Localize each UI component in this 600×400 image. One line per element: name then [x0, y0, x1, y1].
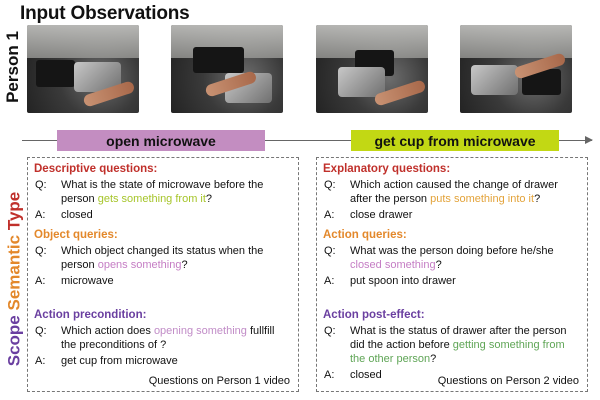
box-footer: Questions on Person 2 video [437, 375, 579, 387]
highlight-phrase: closed something [350, 259, 436, 271]
video-frame-4 [460, 25, 572, 113]
video-frame-3 [316, 25, 428, 113]
highlight-phrase: the other person [350, 353, 431, 365]
axis-label [2, 160, 26, 398]
section-title-object-queries: Object queries: [34, 229, 118, 241]
section-title-explanatory: Explanatory questions: [323, 163, 451, 175]
highlight-phrase: opens something [97, 259, 182, 271]
action-bar-label: open microwave [106, 132, 216, 149]
video-frame-2 [171, 25, 283, 113]
action-bar-label: get cup from microwave [374, 132, 536, 149]
person-label-text: Person 1 [3, 31, 22, 103]
box-footer: Questions on Person 1 video [148, 375, 290, 387]
person-label [2, 22, 24, 112]
axis-label-type: Type [4, 191, 24, 231]
question-box-person-2: Explanatory questions: Q: Which action caused the change of drawer after the person puts something into it? A: close drawer Action queries: Q: What was the person doing before he/she closed something? A: put spoon into drawer Action post-effect: Q: What is the status of drawer after the person did the action before getting something from the other person? A: closed Questions on Person 2 video [316, 157, 588, 392]
figure-title: Input Observations [20, 3, 190, 24]
action-bar-open-microwave [57, 130, 265, 151]
video-frame-1 [27, 25, 139, 113]
highlight-phrase: opening something [153, 325, 247, 337]
section-title-descriptive: Descriptive questions: [34, 163, 158, 175]
action-bar-get-cup [351, 130, 559, 151]
question-box-person-1: Descriptive questions: Q: What is the state of microwave before the person gets something from it? A: closed Object queries: Q: Which object changed its status when the person opens something? A: microwave Action precondition: Q: Which action does opening something fullfill the preconditions of ? A: get cup from microwave Questions on Person 1 video [27, 157, 299, 392]
section-title-action-precondition: Action precondition: [34, 309, 147, 321]
timeline-arrow-icon [585, 136, 593, 144]
highlight-phrase: getting something from [452, 339, 565, 351]
highlight-phrase: puts something into it [430, 193, 535, 205]
section-title-action-post-effect: Action post-effect: [323, 309, 425, 321]
axis-label-semantic: Semantic [4, 234, 24, 311]
axis-label-scope: Scope [4, 315, 24, 367]
section-title-action-queries: Action queries: [323, 229, 407, 241]
highlight-phrase: gets something from it [97, 193, 206, 205]
